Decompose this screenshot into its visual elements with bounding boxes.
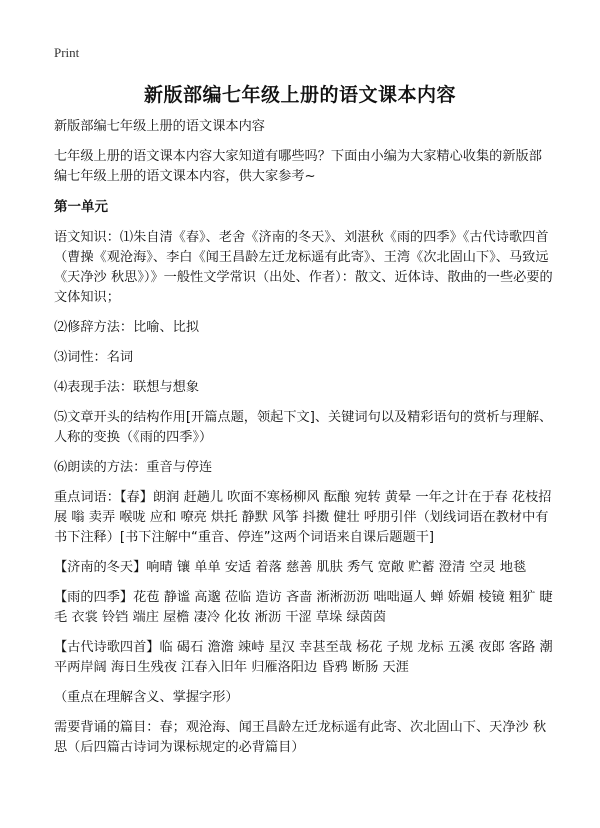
page-title: 新版部编七年级上册的语文课本内容 <box>143 84 456 106</box>
paragraph-part-of-speech: ⑶词性：名词 <box>54 350 134 365</box>
paragraph-key-words-rain: 【雨的四季】花苞 静谧 高邈 莅临 造访 吝啬 淅淅沥沥 咄咄逼人 蝉 娇媚 棱镜 粗犷 睫毛 衣裳 铃铛 端庄 屋檐 凄冷 化妆 淅沥 干涩 草垛 绿茵茵 <box>54 590 553 625</box>
paragraph-rhetoric: ⑵修辞方法：比喻、比拟 <box>54 320 200 335</box>
article-subtitle: 新版部编七年级上册的语文课本内容 <box>54 119 265 134</box>
paragraph-reading-method: ⑹朗读的方法：重音与停连 <box>54 460 213 475</box>
unit-heading: 第一单元 <box>54 199 108 215</box>
paragraph-language-knowledge: 语文知识：⑴朱自清《春》、老舍《济南的冬天》、刘湛秋《雨的四季》《古代诗歌四首（曹操《观沧海》、李白《闻王昌龄左迁龙标遥有此寄》、王湾《次北固山下》、马致远《天净沙 秋思》）》一般性文学常识（出处、作者）：散文、近体诗、散曲的一些必要的文体知识； <box>54 230 553 305</box>
intro-paragraph: 七年级上册的语文课本内容大家知道有哪些吗？下面由小编为大家精心收集的新版部编七年级上册的语文课本内容，供大家参考~ <box>54 149 542 184</box>
paragraph-structure: ⑸文章开头的结构作用[开篇点题，领起下文]、关键词句以及精彩语句的赏析与理解、人称的变换（《雨的四季》） <box>54 410 553 445</box>
paragraph-key-words-jinan: 【济南的冬天】响晴 镶 单单 安适 着落 慈善 肌肤 秀气 宽敞 贮蓄 澄清 空灵 地毯 <box>54 560 527 575</box>
article-body <box>54 117 554 768</box>
print-link[interactable]: Print <box>54 45 80 60</box>
paragraph-key-words-spring: 重点词语：【春】朗润 赶趟儿 吹面不寒杨柳风 酝酿 宛转 黄晕 一年之计在于春 花枝招展 嗡 卖弄 喉咙 应和 嘹亮 烘托 静默 风筝 抖擞 健壮 呼朋引伴（划线词语在教材中有书下注释）[书下注解中“重音、停连”这两个词语来自课后题题干] <box>54 490 552 545</box>
paragraph-expression: ⑷表现手法：联想与想象 <box>54 380 200 395</box>
paragraph-key-words-poems: 【古代诗歌四首】临 碣石 澹澹 竦峙 星汉 幸甚至哉 杨花 子规 龙标 五溪 夜郎 客路 潮平两岸阔 海日生残夜 江春入旧年 归雁洛阳边 昏鸦 断肠 天涯 <box>54 640 553 675</box>
paragraph-recitation: 需要背诵的篇目：春；观沧海、闻王昌龄左迁龙标遥有此寄、次北固山下、天净沙 秋思（后四篇古诗词为课标规定的必背篇目） <box>54 720 547 755</box>
paragraph-note: （重点在理解含义、掌握字形） <box>54 690 239 705</box>
